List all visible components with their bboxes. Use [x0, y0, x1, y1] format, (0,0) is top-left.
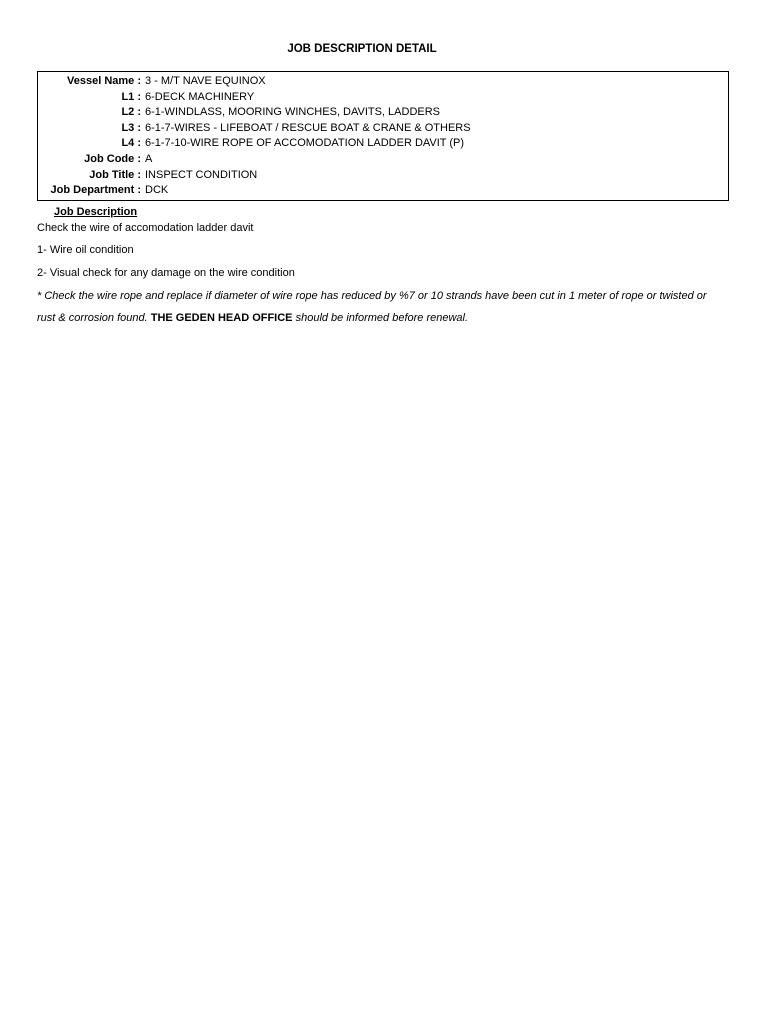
l3-label: L3 :: [121, 121, 141, 134]
l4-value: 6-1-7-10-WIRE ROPE OF ACCOMODATION LADDER DAVIT (P): [145, 137, 465, 149]
job-title-value: INSPECT CONDITION: [145, 168, 258, 181]
description-line-3: 2- Visual check for any damage on the wire condition: [37, 267, 295, 279]
vessel-name-label: Vessel Name :: [67, 75, 141, 87]
l3-value: 6-1-7-WIRES - LIFEBOAT / RESCUE BOAT & CRANE & OTHERS: [145, 121, 471, 134]
description-line-2: 1- Wire oil condition: [37, 244, 134, 256]
note-text-part-1: * Check the wire rope and replace if diameter of wire rope has reduced by %7 or 10 strands have been cut in 1 meter of rope or twisted or rust & corrosion found.: [37, 290, 707, 324]
l2-value: 6-1-WINDLASS, MOORING WINCHES, DAVITS, LADDERS: [145, 106, 441, 118]
l2-label: L2 :: [121, 106, 141, 118]
l4-label: L4 :: [121, 137, 141, 149]
vessel-name-value: 3 - M/T NAVE EQUINOX: [145, 75, 266, 87]
description-note: [37, 285, 727, 329]
job-info-box: [37, 71, 729, 201]
job-department-value: DCK: [145, 184, 169, 196]
document-title: JOB DESCRIPTION DETAIL: [287, 43, 437, 55]
note-office-name: THE GEDEN HEAD OFFICE: [150, 312, 293, 324]
description-line-1: Check the wire of accomodation ladder davit: [37, 222, 254, 234]
job-code-label: Job Code :: [84, 153, 141, 165]
l1-value: 6-DECK MACHINERY: [145, 90, 255, 103]
job-code-value: A: [145, 153, 153, 165]
job-description-heading: Job Description: [54, 206, 138, 218]
l1-label: L1 :: [121, 90, 141, 103]
note-text-part-2: should be informed before renewal.: [292, 312, 469, 324]
job-title-label: Job Title :: [89, 168, 141, 181]
job-department-label: Job Department :: [50, 184, 141, 196]
